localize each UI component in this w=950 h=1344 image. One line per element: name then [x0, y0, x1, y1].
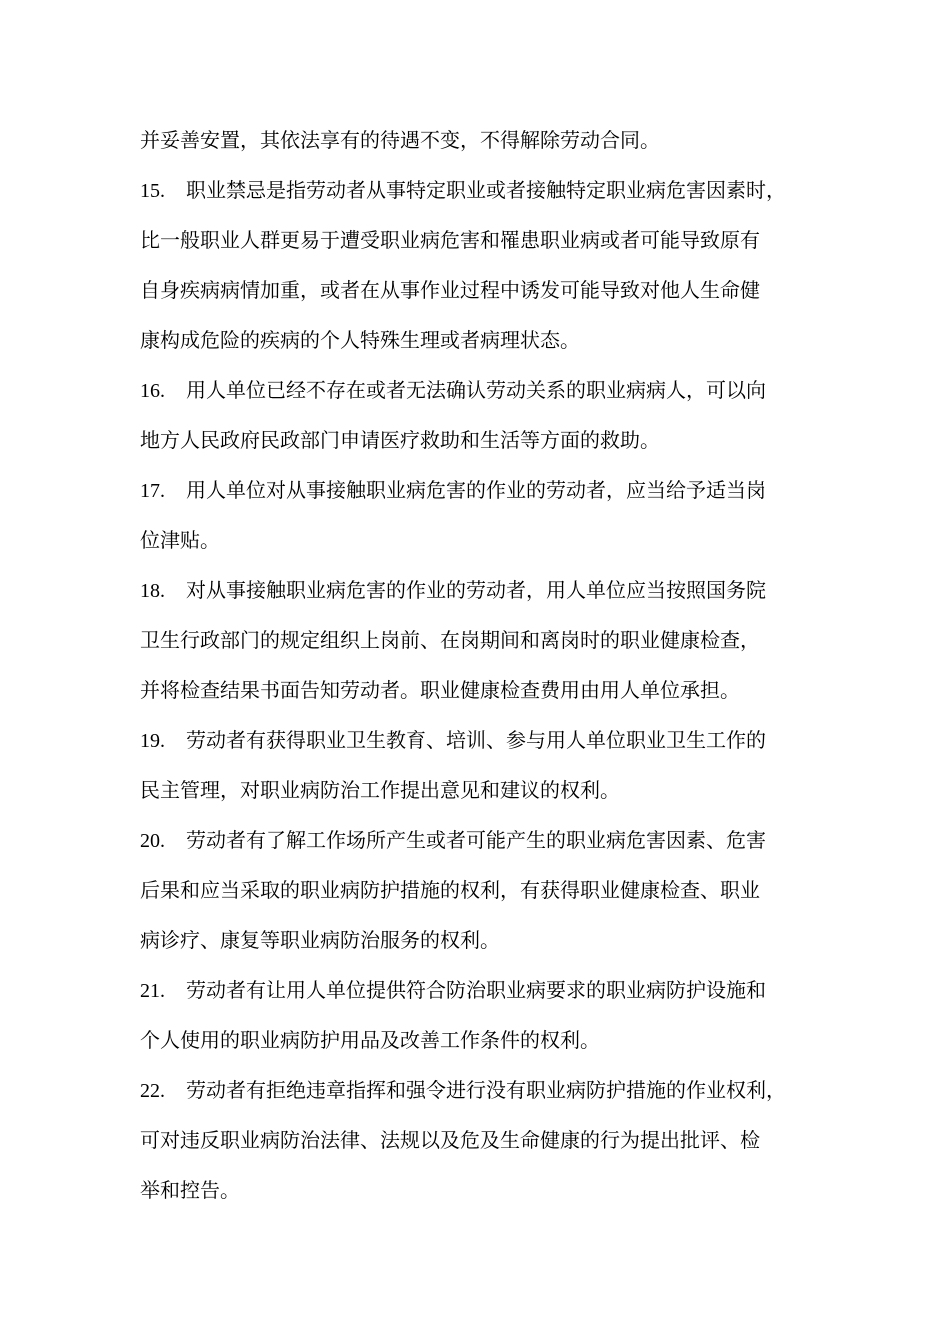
line-text: 劳动者有让用人单位提供符合防治职业病要求的职业病防护设施和: [186, 978, 766, 1002]
text-line: [140, 678, 740, 702]
line-text: 职业禁忌是指劳动者从事特定职业或者接触特定职业病危害因素时，: [186, 178, 786, 202]
text-line: [140, 1128, 760, 1152]
line-text: 用人单位对从事接触职业病危害的作业的劳动者，应当给予适当岗: [186, 478, 766, 502]
text-line: [140, 228, 760, 252]
line-text: 比一般职业人群更易于遭受职业病危害和罹患职业病或者可能导致原有: [140, 228, 760, 252]
line-text: 劳动者有了解工作场所产生或者可能产生的职业病危害因素、危害: [186, 828, 766, 852]
line-text: 个人使用的职业病防护用品及改善工作条件的权利。: [140, 1028, 600, 1052]
line-text: 病诊疗、康复等职业病防治服务的权利。: [140, 928, 500, 952]
text-line: [140, 528, 220, 552]
line-text: 康构成危险的疾病的个人特殊生理或者病理状态。: [140, 328, 580, 352]
text-line: [140, 978, 766, 1002]
text-line: [140, 328, 580, 352]
item-number: 18.: [140, 580, 165, 602]
line-text: 劳动者有拒绝违章指挥和强令进行没有职业病防护措施的作业权利，: [186, 1078, 786, 1102]
item-number: 17.: [140, 480, 165, 502]
line-text: 地方人民政府民政部门申请医疗救助和生活等方面的救助。: [140, 428, 660, 452]
text-line: [140, 928, 500, 952]
line-text: 劳动者有获得职业卫生教育、培训、参与用人单位职业卫生工作的: [186, 728, 766, 752]
line-text: 并将检查结果书面告知劳动者。职业健康检查费用由用人单位承担。: [140, 678, 740, 702]
line-text: 用人单位已经不存在或者无法确认劳动关系的职业病病人，可以向: [186, 378, 766, 402]
line-text: 民主管理，对职业病防治工作提出意见和建议的权利。: [140, 778, 620, 802]
item-number: 19.: [140, 730, 165, 752]
line-text: 对从事接触职业病危害的作业的劳动者，用人单位应当按照国务院: [186, 578, 766, 602]
line-text: 后果和应当采取的职业病防护措施的权利，有获得职业健康检查、职业: [140, 878, 760, 902]
item-number: 21.: [140, 980, 165, 1002]
line-text: 卫生行政部门的规定组织上岗前、在岗期间和离岗时的职业健康检查，: [140, 628, 760, 652]
text-line: [140, 628, 760, 652]
text-line: [140, 778, 620, 802]
text-line: [140, 878, 760, 902]
item-number: 20.: [140, 830, 165, 852]
text-line: [140, 1078, 786, 1102]
line-text: 举和控告。: [140, 1178, 240, 1202]
text-line: [140, 278, 760, 302]
text-line: [140, 378, 766, 402]
line-text: 可对违反职业病防治法律、法规以及危及生命健康的行为提出批评、检: [140, 1128, 760, 1152]
text-line: [140, 428, 660, 452]
text-line: [140, 178, 786, 202]
text-line: [140, 1028, 600, 1052]
item-number: 15.: [140, 180, 165, 202]
item-number: 16.: [140, 380, 165, 402]
line-text: 自身疾病病情加重，或者在从事作业过程中诱发可能导致对他人生命健: [140, 278, 760, 302]
text-line: [140, 578, 766, 602]
text-line: [140, 828, 766, 852]
text-line: [140, 128, 660, 152]
text-line: [140, 478, 766, 502]
text-line: [140, 1178, 240, 1202]
line-text: 位津贴。: [140, 528, 220, 552]
item-number: 22.: [140, 1080, 165, 1102]
line-text: 并妥善安置，其依法享有的待遇不变，不得解除劳动合同。: [140, 128, 660, 152]
text-line: [140, 728, 766, 752]
